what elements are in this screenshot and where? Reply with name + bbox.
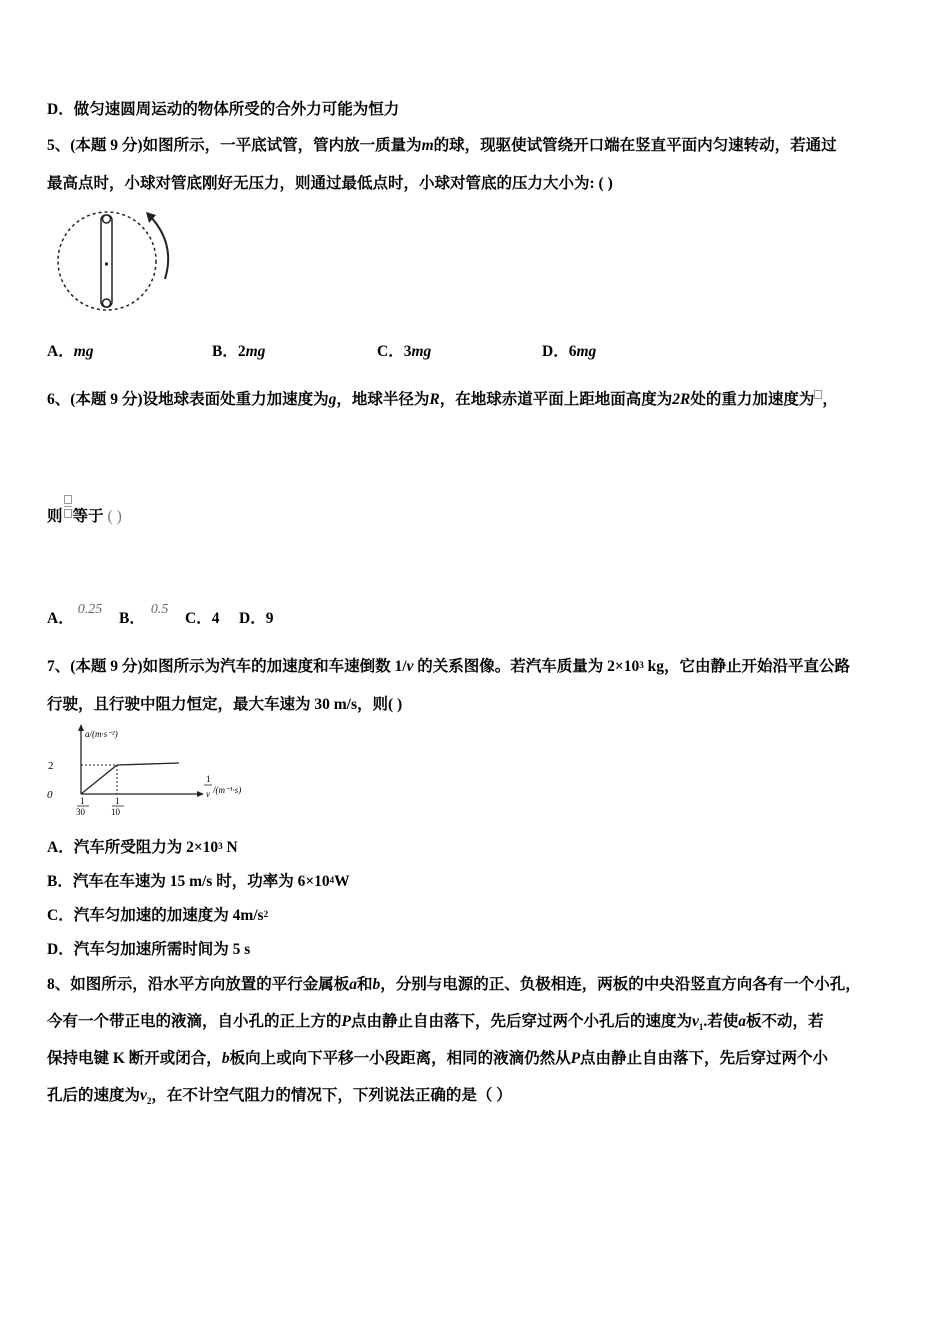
q8-v1-symbol: v bbox=[692, 1013, 699, 1030]
q7-exp-3: 3 bbox=[639, 660, 644, 670]
q8-text-2d: 板不动，若 bbox=[746, 1013, 824, 1030]
q8-line-1 bbox=[47, 975, 861, 995]
q7-x-arrow bbox=[197, 791, 204, 797]
q8-text-4a: 孔后的速度为 bbox=[47, 1087, 141, 1104]
q8-text-1a: 如图所示，沿水平方向放置的平行金属板 bbox=[70, 976, 350, 993]
q6-option-b bbox=[119, 602, 169, 630]
q7-option-c-text: C．汽车匀加速的加速度为 4m/s bbox=[47, 907, 264, 924]
q8-v2-sub: 2 bbox=[146, 1096, 152, 1107]
q6-option-b-value: 0.5 bbox=[150, 602, 169, 617]
q5-tube-top-ring bbox=[103, 215, 111, 223]
q8-b-symbol: b bbox=[372, 976, 381, 993]
q7-ytick-label: 2 bbox=[48, 760, 54, 772]
q5-line-1 bbox=[47, 136, 837, 156]
q5-option-c-label: C．3 bbox=[377, 343, 412, 360]
q8-text-2a: 今有一个带正电的液滴，自小孔的正上方的 bbox=[47, 1013, 342, 1030]
q7-x-label-frac bbox=[206, 774, 213, 799]
q6-line-2 bbox=[47, 507, 122, 527]
q7-option-b-unit: W bbox=[334, 873, 350, 890]
q7-option-c bbox=[47, 906, 268, 926]
q6-option-a-label: A． bbox=[47, 610, 74, 627]
q5-option-d-value: mg bbox=[576, 343, 597, 360]
q8-v2-symbol: v bbox=[140, 1087, 147, 1104]
q8-a-symbol-2: a bbox=[738, 1013, 747, 1030]
q7-y-arrow bbox=[78, 724, 84, 731]
q5-option-b-value: mg bbox=[245, 343, 266, 360]
q8-text-3b: 板向上或向下平移一小段距离，相同的液滴仍然从 bbox=[229, 1050, 571, 1067]
q5-pivot-dot bbox=[105, 262, 108, 265]
q7-flat-segment bbox=[117, 763, 179, 765]
q7-line-1 bbox=[47, 657, 850, 677]
q7-option-a-exp: 3 bbox=[218, 841, 223, 851]
q5-option-b bbox=[212, 342, 265, 362]
q6-text-1: (本题 9 分)设地球表面处重力加速度为 bbox=[70, 391, 329, 408]
q7-xtick1-den: 30 bbox=[76, 807, 85, 817]
q6-line-1 bbox=[47, 390, 838, 410]
q6-option-a-value: 0.25 bbox=[77, 602, 103, 617]
q7-x-label: /(m⁻¹·s) bbox=[213, 785, 242, 795]
q7-chart bbox=[44, 724, 256, 818]
q6-ze: 则 bbox=[47, 508, 63, 525]
q8-line-3 bbox=[47, 1049, 828, 1069]
q6-option-d: D．9 bbox=[239, 610, 274, 627]
q4-option-d: D．做匀速圆周运动的物体所受的合外力可能为恒力 bbox=[47, 101, 400, 118]
q7-option-d: D．汽车匀加速所需时间为 5 s bbox=[47, 941, 251, 958]
q6-text-5: ， bbox=[822, 391, 838, 408]
q8-text-2b: 点由静止自由落下，先后穿过两个小孔后的速度为 bbox=[350, 1013, 692, 1030]
q7-option-b bbox=[47, 872, 350, 892]
q7-x-frac-num: 1 bbox=[206, 774, 211, 784]
q5-option-a bbox=[47, 342, 94, 362]
q8-p-symbol-2: P bbox=[570, 1050, 581, 1067]
q6-dengyu: 等于 bbox=[72, 508, 104, 525]
q6-text-4: 处的重力加速度为 bbox=[690, 391, 815, 408]
q7-xtick1-num: 1 bbox=[80, 796, 85, 806]
q7-option-c-exp: 2 bbox=[263, 909, 269, 919]
q7-number: 7、 bbox=[47, 658, 71, 675]
q7-text-1: (本题 9 分)如图所示为汽车的加速度和车速倒数 1/ bbox=[70, 658, 407, 675]
q5-tube-figure bbox=[52, 205, 187, 315]
q7-option-a-unit: N bbox=[222, 839, 238, 856]
q8-text-3a: 保持电键 K 断开或闭合， bbox=[47, 1050, 222, 1067]
q5-mass-symbol: m bbox=[421, 137, 434, 154]
q6-option-b-label: B． bbox=[119, 610, 145, 627]
q6-fraction-icon bbox=[63, 507, 73, 527]
q5-rotation-arrow bbox=[149, 215, 168, 279]
q7-option-b-exp: 4 bbox=[329, 875, 335, 885]
q5-option-c bbox=[377, 342, 431, 362]
q6-text-2: ，地球半径为 bbox=[336, 391, 430, 408]
q5-option-a-value: mg bbox=[73, 343, 94, 360]
q7-option-b-text: B．汽车在车速为 15 m/s 时，功率为 6×10 bbox=[47, 873, 330, 890]
q7-origin-label: 0 bbox=[47, 789, 53, 801]
q7-xtick2-den: 10 bbox=[111, 807, 120, 817]
q8-v1-sub: 1 bbox=[698, 1022, 704, 1033]
q6-option-c: C．4 bbox=[185, 610, 220, 627]
q8-text-4b: ，在不计空气阻力的情况下，下列说法正确的是（ ） bbox=[151, 1087, 512, 1104]
q6-number: 6、 bbox=[47, 391, 71, 408]
q7-x-frac-den: v bbox=[206, 789, 210, 799]
q5-line-2: 最高点时，小球对管底刚好无压力，则通过最低点时，小球对管底的压力大小为: ( ) bbox=[47, 175, 613, 192]
q5-test-tube bbox=[101, 215, 112, 307]
q6-g-symbol: g bbox=[328, 391, 337, 408]
q5-option-b-label: B．2 bbox=[212, 343, 246, 360]
q5-option-d-label: D．6 bbox=[542, 343, 577, 360]
q5-text-1b: 的球，现驱使试管绕开口端在竖直平面内匀速转动，若通过 bbox=[433, 137, 837, 154]
q7-xtick2-num: 1 bbox=[115, 796, 120, 806]
q7-y-label: a/(m·s⁻²) bbox=[85, 729, 118, 739]
q7-option-a bbox=[47, 838, 238, 858]
q8-a-symbol: a bbox=[349, 976, 358, 993]
q6-answer-paren: ( ) bbox=[107, 508, 122, 525]
q7-line-2: 行驶，且行驶中阻力恒定，最大车速为 30 m/s，则( ) bbox=[47, 696, 403, 713]
q5-option-d bbox=[542, 342, 596, 362]
q5-number: 5、 bbox=[47, 137, 71, 154]
q5-option-a-label: A． bbox=[47, 343, 74, 360]
q7-text-3: kg，它由静止开始沿平直公路 bbox=[643, 658, 851, 675]
q8-text-2c: .若使 bbox=[703, 1013, 739, 1030]
q8-text-1c: ，分别与电源的正、负极相连，两板的中央沿竖直方向各有一个小孔， bbox=[380, 976, 861, 993]
q6-text-3: ，在地球赤道平面上距地面高度为 bbox=[439, 391, 673, 408]
q7-rising-segment bbox=[81, 765, 117, 794]
q8-line-2 bbox=[47, 1012, 824, 1037]
q8-text-3c: 点由静止自由落下，先后穿过两个小 bbox=[580, 1050, 829, 1067]
q6-r-symbol: R bbox=[429, 391, 440, 408]
q6-2r-symbol: 2R bbox=[672, 391, 691, 408]
q5-option-c-value: mg bbox=[411, 343, 432, 360]
q8-line-4 bbox=[47, 1086, 512, 1111]
q7-v-symbol: v bbox=[406, 658, 414, 675]
q8-number: 8、 bbox=[47, 976, 71, 993]
q8-p-symbol: P bbox=[341, 1013, 351, 1030]
q8-text-1b: 和 bbox=[357, 976, 373, 993]
q7-option-a-text: A．汽车所受阻力为 2×10 bbox=[47, 839, 219, 856]
q8-b-symbol-2: b bbox=[221, 1050, 230, 1067]
q5-ball bbox=[103, 299, 111, 307]
q5-text-1a: (本题 9 分)如图所示，一平底试管，管内放一质量为 bbox=[70, 137, 422, 154]
q7-text-2: 的关系图像。若汽车质量为 2×10 bbox=[413, 658, 640, 675]
q6-option-a bbox=[47, 602, 103, 630]
